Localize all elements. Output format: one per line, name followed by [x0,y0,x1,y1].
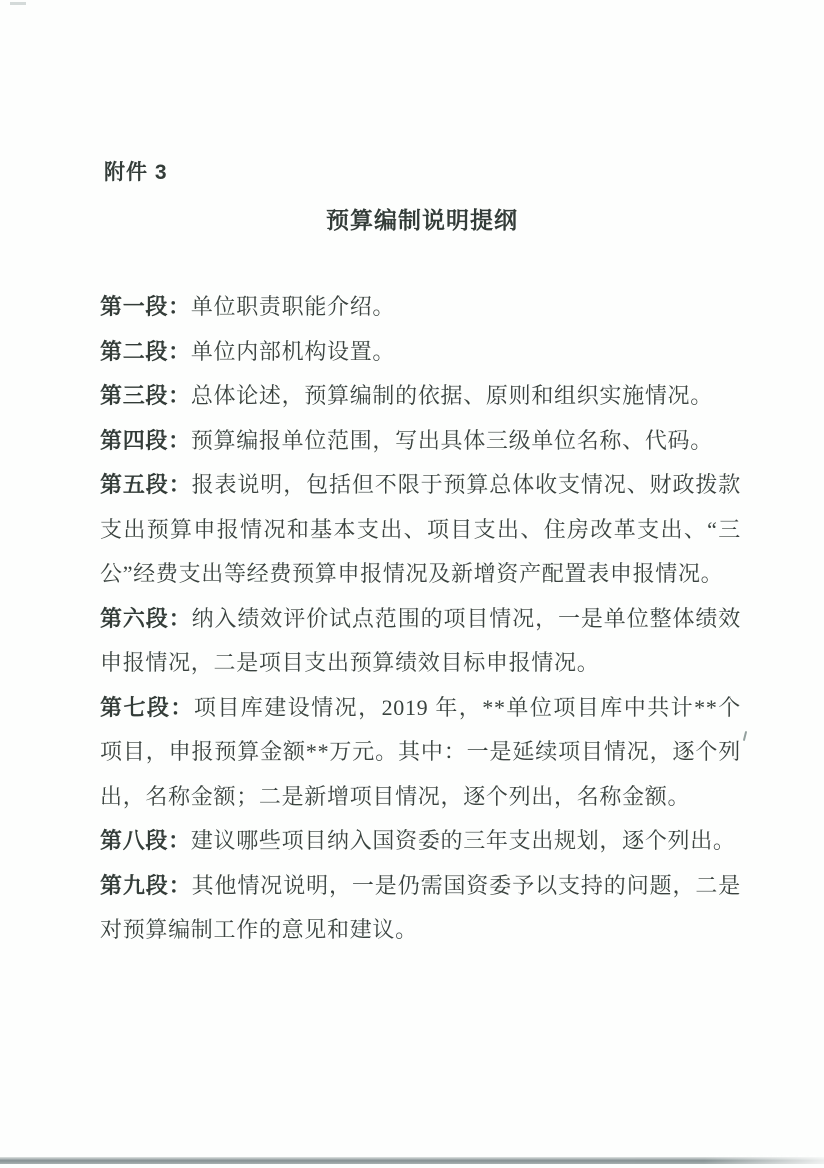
paragraph-3 [100,374,741,419]
attachment-number-label: 附件 3 [104,161,168,184]
paragraph-4-text: 预算编报单位范围，写出具体三级单位名称、代码。 [190,427,713,453]
scan-bottom-edge [0,1157,824,1164]
paragraph-4 [100,419,741,464]
paragraph-2 [100,330,741,375]
paragraph-8-text: 建议哪些项目纳入国资委的三年支出规划，逐个列出。 [190,828,736,853]
paragraph-8-label: 第八段： [100,828,191,853]
paragraph-7-label: 第七段： [100,694,194,720]
paragraph-6 [100,597,741,686]
paragraph-9-label: 第九段： [100,872,192,898]
document-body [100,285,741,953]
paragraph-1-label: 第一段： [100,294,191,319]
paragraph-3-text: 总体论述，预算编制的依据、原则和组织实施情况。 [190,383,713,408]
paragraph-9-text: 其他情况说明，一是仍需国资委予以支持的问题，二是对预算编制工作的意见和建议。 [100,872,741,942]
paragraph-1-text: 单位职责职能介绍。 [190,294,396,319]
paragraph-2-text: 单位内部机构设置。 [190,338,396,364]
paragraph-4-label: 第四段： [100,427,191,453]
paragraph-3-label: 第三段： [100,383,191,408]
paragraph-5 [100,463,741,597]
paragraph-7-text: 项目库建设情况，2019 年，**单位项目库中共计**个项目，申报预算金额**万元。其中：一是延续项目情况，逐个列出，名称金额；二是新增项目情况，逐个列出，名称金额。 [100,694,741,809]
paragraph-5-text: 报表说明，包括但不限于预算总体收支情况、财政拨款支出预算申报情况和基本支出、项目支出、住房改革支出、“三公”经费支出等经费预算申报情况及新增资产配置表申报情况。 [100,472,741,586]
paragraph-8 [100,819,741,864]
paragraph-2-label: 第二段： [100,338,191,364]
paragraph-7 [100,686,741,820]
paragraph-5-label: 第五段： [100,472,192,497]
document-title: 预算编制说明提纲 [326,207,518,233]
paragraph-1 [100,285,741,330]
paragraph-6-text: 纳入绩效评价试点范围的项目情况，一是单位整体绩效申报情况，二是项目支出预算绩效目标申报情况。 [100,605,741,675]
paragraph-9 [100,864,741,953]
scan-artifact-topleft [10,2,26,5]
paragraph-6-label: 第六段： [100,605,192,631]
scan-artifact-tick [743,731,747,741]
